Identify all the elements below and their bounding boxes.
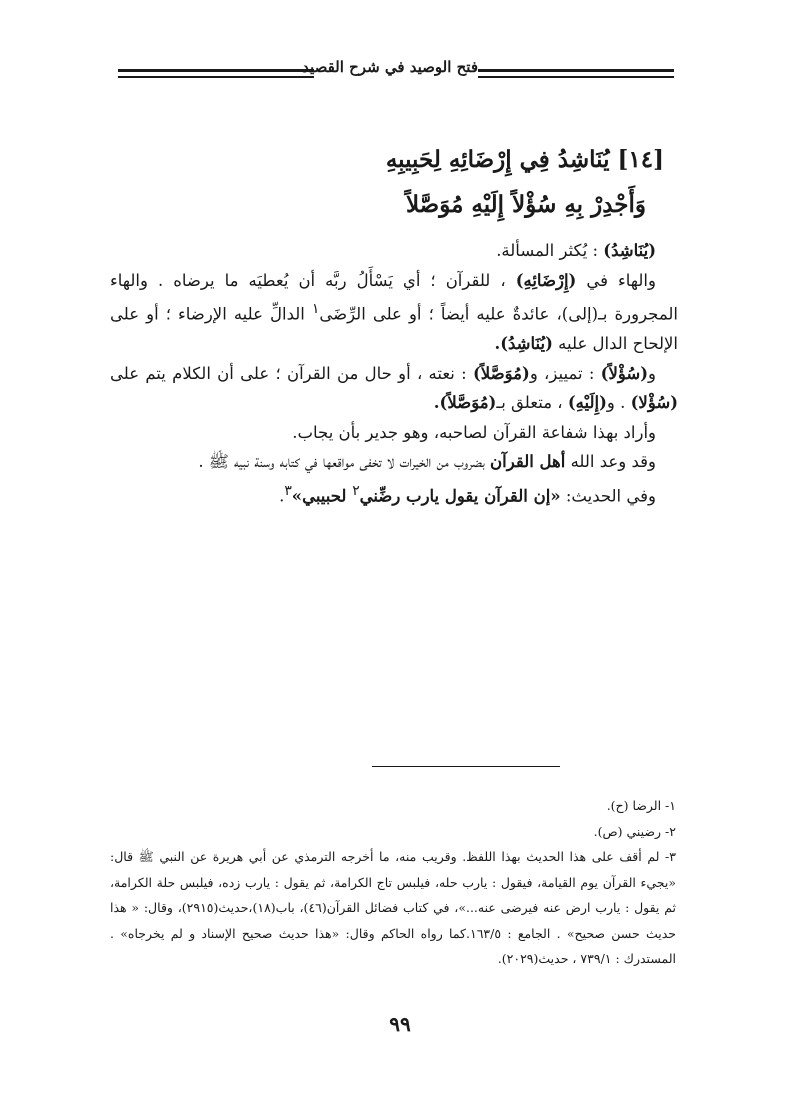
text: بضروب من الخيرات لا تخفى مواقعها في كتابه وسنة نبيه ﷺ . xyxy=(198,452,491,471)
term: (يُنَاشِدُ) xyxy=(603,241,656,260)
text: . و xyxy=(606,393,631,412)
header-rule-left xyxy=(118,69,314,78)
term: (سُؤْلا) xyxy=(630,393,678,412)
paragraph-3 xyxy=(110,359,678,418)
term: (إِلَيْهِ) xyxy=(567,393,607,412)
header-rule-right xyxy=(478,69,674,78)
header-title: فتح الوصيد في شرح القصيد xyxy=(302,58,478,76)
text: وقد وعد الله xyxy=(565,452,656,471)
footnote-ref-3: ٣ xyxy=(284,482,292,499)
term: (مُوَصَّلاً) xyxy=(472,363,530,383)
paragraph-6 xyxy=(110,477,678,511)
footnote-ref-1: ١ xyxy=(311,301,320,317)
term: (إِرْضَائِهِ) xyxy=(515,270,577,290)
footnote-separator xyxy=(372,766,560,767)
commentary-body xyxy=(110,236,678,511)
paragraph-2 xyxy=(110,266,678,359)
text: الدالِّ عليه الإرضاء ؛ أو على الإلحاح الدال عليه xyxy=(110,304,678,353)
text: ، للقرآن ؛ أي يَسْأَلُ ربَّه أن يُعطيَه ما يرضاه . والهاء المجرورة بـ(إلى)، عائدةٌ عليه أيضاً ؛ أو على الرِّضَى xyxy=(110,270,678,324)
hadith-quote-end: لحبيبي» xyxy=(291,486,353,505)
term: (مُوَصَّلاً). xyxy=(433,393,497,412)
footnote-3: ٣- لم أقف على هذا الحديث بهذا اللفظ. وقريب منه، ما أخرجه الترمذي عن أبي هريرة عن النبي ﷺ قال: «يجيء القرآن يوم القيامة، فيقول : يارب حله، فيلبس تاج الكرامة، ثم يقول : يارب زده، فيلبس حلة الكرامة، ثم يقول : يارب ارض عنه فيرضى عنه...»، في كتاب فضائل القرآن(٤٦)، باب(١٨)،حديث(٢٩١٥)، وقال: « هذا حديث حسن صحيح» . الجامع : ١٦٣/٥.كما رواه الحاكم وقال: «هذا حديث صحيح الإسناد و لم يخرجاه» . المستدرك : ٧٣٩/١ ، حديث(٢٠٢٩). xyxy=(110,849,676,966)
text: : يُكثر المسألة. xyxy=(496,241,604,260)
hadith-quote: «إن القرآن يقول يارب رضِّني xyxy=(359,486,561,505)
paragraph-5 xyxy=(110,447,678,477)
text: : تمييز، و xyxy=(529,363,601,383)
term: (سُؤْلاً) xyxy=(600,363,649,383)
footnote-2: ٢- رضيني (ص). xyxy=(593,823,676,839)
text: وفي الحديث: xyxy=(560,486,656,505)
text: . xyxy=(279,486,285,505)
page-number: ٩٩ xyxy=(389,1012,411,1036)
running-header xyxy=(118,56,674,86)
verse-line-2: وَأَجْدِرْ بِهِ سُؤْلاً إِلَيْهِ مُوَصَّلاً xyxy=(405,191,646,218)
footnotes xyxy=(110,793,676,972)
text: والهاء في xyxy=(576,270,656,290)
paragraph-1 xyxy=(110,236,678,266)
paragraph-4: وأراد بهذا شفاعة القرآن لصاحبه، وهو جدير بأن يجاب. xyxy=(292,422,656,442)
text: : نعته ، أو حال من القرآن ؛ على أن الكلام يتم على xyxy=(110,363,473,383)
verse-line-1: [١٤] يُنَاشِدُ فِي إِرْضَائِهِ لِحَبِيبِهِ xyxy=(385,146,664,173)
term: (يُنَاشِدُ). xyxy=(494,334,553,353)
text: و xyxy=(648,363,656,383)
term: أهل القرآن xyxy=(490,452,566,471)
footnote-ref-2: ٢ xyxy=(352,482,360,499)
footnote-1: ١- الرضا (ح). xyxy=(606,798,676,813)
text: ، متعلق بـ xyxy=(496,393,568,412)
